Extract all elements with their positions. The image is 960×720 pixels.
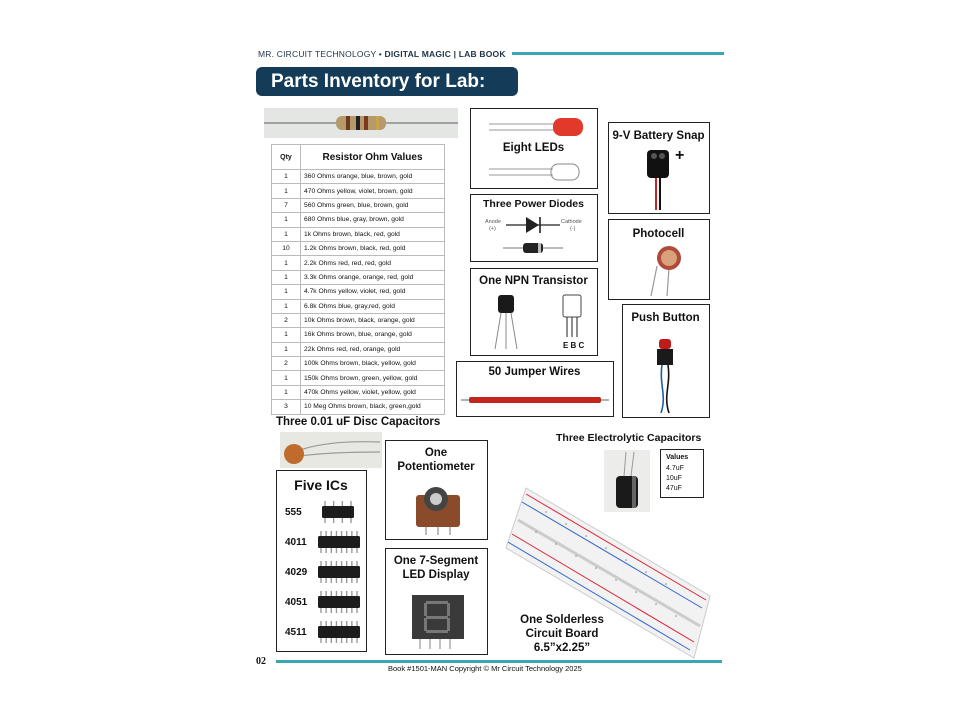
resistor-value-cell: 10 Meg Ohms brown, black, green,gold bbox=[301, 400, 445, 414]
photocell-box bbox=[608, 219, 710, 300]
ic-chip-icon bbox=[317, 589, 361, 615]
resistor-table-wrap bbox=[271, 144, 445, 415]
ic-chip-icon bbox=[317, 529, 361, 555]
electrolytic-label: Three Electrolytic Capacitors bbox=[556, 432, 702, 444]
resistor-value-cell: 470 Ohms yellow, violet, brown, gold bbox=[301, 184, 445, 198]
ics-box bbox=[276, 470, 367, 652]
seven-seg-label-2: LED Display bbox=[402, 569, 470, 581]
table-row bbox=[272, 198, 445, 212]
diode-symbol-icon bbox=[506, 215, 560, 235]
values-header: Resistor Ohm Values bbox=[301, 145, 445, 170]
resistor-value-cell: 100k Ohms brown, black, yellow, gold bbox=[301, 357, 445, 371]
qty-cell: 7 bbox=[272, 198, 301, 212]
breadboard-label-2: Circuit Board bbox=[525, 628, 599, 640]
table-row bbox=[272, 227, 445, 241]
photocell-icon bbox=[647, 244, 691, 298]
seven-segment-icon bbox=[410, 593, 466, 651]
resistor-value-cell: 10k Ohms brown, black, orange, gold bbox=[301, 313, 445, 327]
header-rule bbox=[512, 52, 724, 55]
copyright: Book #1501-MAN Copyright © Mr Circuit Technology 2025 bbox=[388, 664, 582, 673]
transistor-label: One NPN Transistor bbox=[479, 275, 588, 287]
plus-sign: + bbox=[675, 147, 685, 164]
resistor-value-cell: 1k Ohms brown, black, red, gold bbox=[301, 227, 445, 241]
battery-snap-icon bbox=[645, 148, 673, 210]
red-led-icon bbox=[487, 115, 587, 139]
page-header bbox=[258, 49, 506, 59]
qty-cell: 1 bbox=[272, 328, 301, 342]
resistor-value-cell: 1.2k Ohms brown, black, red, gold bbox=[301, 241, 445, 255]
resistor-value-cell: 2.2k Ohms red, red, red, gold bbox=[301, 256, 445, 270]
jumper-wire-icon bbox=[461, 394, 609, 406]
value-2: 10uF bbox=[666, 475, 682, 482]
jumper-wires-label: 50 Jumper Wires bbox=[488, 366, 581, 378]
ic-label: 555 bbox=[285, 507, 302, 518]
table-row bbox=[272, 256, 445, 270]
qty-cell: 1 bbox=[272, 227, 301, 241]
battery-snap-box bbox=[608, 122, 710, 214]
page-number: 02 bbox=[256, 656, 266, 667]
potentiometer-label-2: Potentiometer bbox=[397, 461, 475, 473]
disc-cap-photo bbox=[280, 432, 382, 468]
ic-label: 4051 bbox=[285, 597, 308, 608]
table-row bbox=[272, 400, 445, 414]
table-row bbox=[272, 285, 445, 299]
footer-rule bbox=[276, 660, 722, 663]
qty-cell: 1 bbox=[272, 213, 301, 227]
ic-label: 4029 bbox=[285, 567, 308, 578]
resistor-value-cell: 22k Ohms red, red, orange, gold bbox=[301, 342, 445, 356]
cathode-label: Cathode bbox=[561, 219, 582, 225]
diodes-label: Three Power Diodes bbox=[483, 198, 584, 210]
table-row bbox=[272, 385, 445, 399]
table-row bbox=[272, 184, 445, 198]
values-title: Values bbox=[666, 454, 689, 461]
transistor-pins: E B C bbox=[563, 341, 585, 350]
qty-cell: 10 bbox=[272, 241, 301, 255]
qty-cell: 2 bbox=[272, 357, 301, 371]
resistor-value-cell: 560 Ohms green, blue, brown, gold bbox=[301, 198, 445, 212]
table-row bbox=[272, 170, 445, 184]
table-row bbox=[272, 371, 445, 385]
transistor-photo-icon bbox=[489, 293, 523, 351]
disc-capacitor-icon bbox=[280, 432, 382, 468]
table-row bbox=[272, 357, 445, 371]
resistor-value-cell: 680 Ohms blue, gray, brown, gold bbox=[301, 213, 445, 227]
qty-cell: 3 bbox=[272, 400, 301, 414]
ic-chip-icon bbox=[321, 499, 355, 525]
resistor-value-cell: 360 Ohms orange, blue, brown, gold bbox=[301, 170, 445, 184]
ic-label: 4011 bbox=[285, 537, 307, 548]
potentiometer-label-1: One bbox=[424, 447, 448, 459]
seven-seg-label-1: One 7-Segment bbox=[393, 555, 479, 567]
company-name: MR. CIRCUIT TECHNOLOGY • bbox=[258, 49, 382, 59]
anode-sign: (+) bbox=[489, 226, 496, 232]
diodes-box bbox=[470, 194, 598, 262]
qty-cell: 1 bbox=[272, 299, 301, 313]
table-row bbox=[272, 313, 445, 327]
book-name: DIGITAL MAGIC | LAB BOOK bbox=[384, 49, 506, 59]
breadboard-label-1: One Solderless bbox=[520, 614, 604, 626]
resistor-value-cell: 16k Ohms brown, blue, orange, gold bbox=[301, 328, 445, 342]
value-3: 47uF bbox=[666, 485, 682, 492]
resistor-value-cell: 3.3k Ohms orange, orange, red, gold bbox=[301, 270, 445, 284]
resistor-table-body bbox=[272, 170, 445, 415]
table-row bbox=[272, 241, 445, 255]
resistor-table bbox=[271, 144, 445, 415]
page-title: Parts Inventory for Lab: bbox=[256, 67, 518, 96]
diode-photo-icon bbox=[503, 241, 563, 255]
push-button-icon bbox=[653, 335, 677, 415]
table-row bbox=[272, 328, 445, 342]
qty-cell: 1 bbox=[272, 170, 301, 184]
transistor-diagram-icon bbox=[559, 293, 585, 339]
ics-label: Five ICs bbox=[294, 477, 348, 493]
potentiometer-box bbox=[385, 440, 488, 540]
leds-label: Eight LEDs bbox=[502, 142, 565, 154]
resistor-value-cell: 6.8k Ohms blue, gray,red, gold bbox=[301, 299, 445, 313]
resistor-value-cell: 150k Ohms brown, green, yellow, gold bbox=[301, 371, 445, 385]
qty-cell: 1 bbox=[272, 342, 301, 356]
resistor-photo bbox=[264, 108, 458, 138]
transistor-box bbox=[470, 268, 598, 356]
ic-label: 4511 bbox=[285, 627, 307, 638]
jumper-wires-box bbox=[456, 361, 614, 417]
resistor-icon bbox=[264, 108, 458, 138]
table-row bbox=[272, 270, 445, 284]
battery-snap-label: 9-V Battery Snap bbox=[612, 130, 705, 142]
photocell-label: Photocell bbox=[632, 228, 685, 240]
qty-cell: 2 bbox=[272, 313, 301, 327]
table-row bbox=[272, 213, 445, 227]
resistor-value-cell: 470k Ohms yellow, violet, yellow, gold bbox=[301, 385, 445, 399]
cathode-sign: (-) bbox=[570, 226, 576, 232]
table-row bbox=[272, 342, 445, 356]
leds-box bbox=[470, 108, 598, 189]
push-button-box bbox=[622, 304, 710, 418]
qty-cell: 1 bbox=[272, 184, 301, 198]
seven-seg-box bbox=[385, 548, 488, 655]
qty-cell: 1 bbox=[272, 385, 301, 399]
anode-label: Anode bbox=[485, 219, 501, 225]
table-row bbox=[272, 299, 445, 313]
qty-cell: 1 bbox=[272, 285, 301, 299]
value-1: 4.7uF bbox=[666, 465, 684, 472]
qty-cell: 1 bbox=[272, 256, 301, 270]
ic-chip-icon bbox=[317, 559, 361, 585]
push-button-label: Push Button bbox=[631, 312, 700, 324]
breadboard-label-3: 6.5”x2.25” bbox=[533, 642, 591, 654]
qty-cell: 1 bbox=[272, 371, 301, 385]
ic-chip-icon bbox=[317, 619, 361, 645]
potentiometer-icon bbox=[414, 481, 462, 535]
resistor-value-cell: 4.7k Ohms yellow, violet, red, gold bbox=[301, 285, 445, 299]
qty-header: Qty bbox=[272, 145, 301, 170]
clear-led-icon bbox=[487, 161, 587, 183]
disc-caps-label: Three 0.01 uF Disc Capacitors bbox=[276, 416, 441, 428]
qty-cell: 1 bbox=[272, 270, 301, 284]
